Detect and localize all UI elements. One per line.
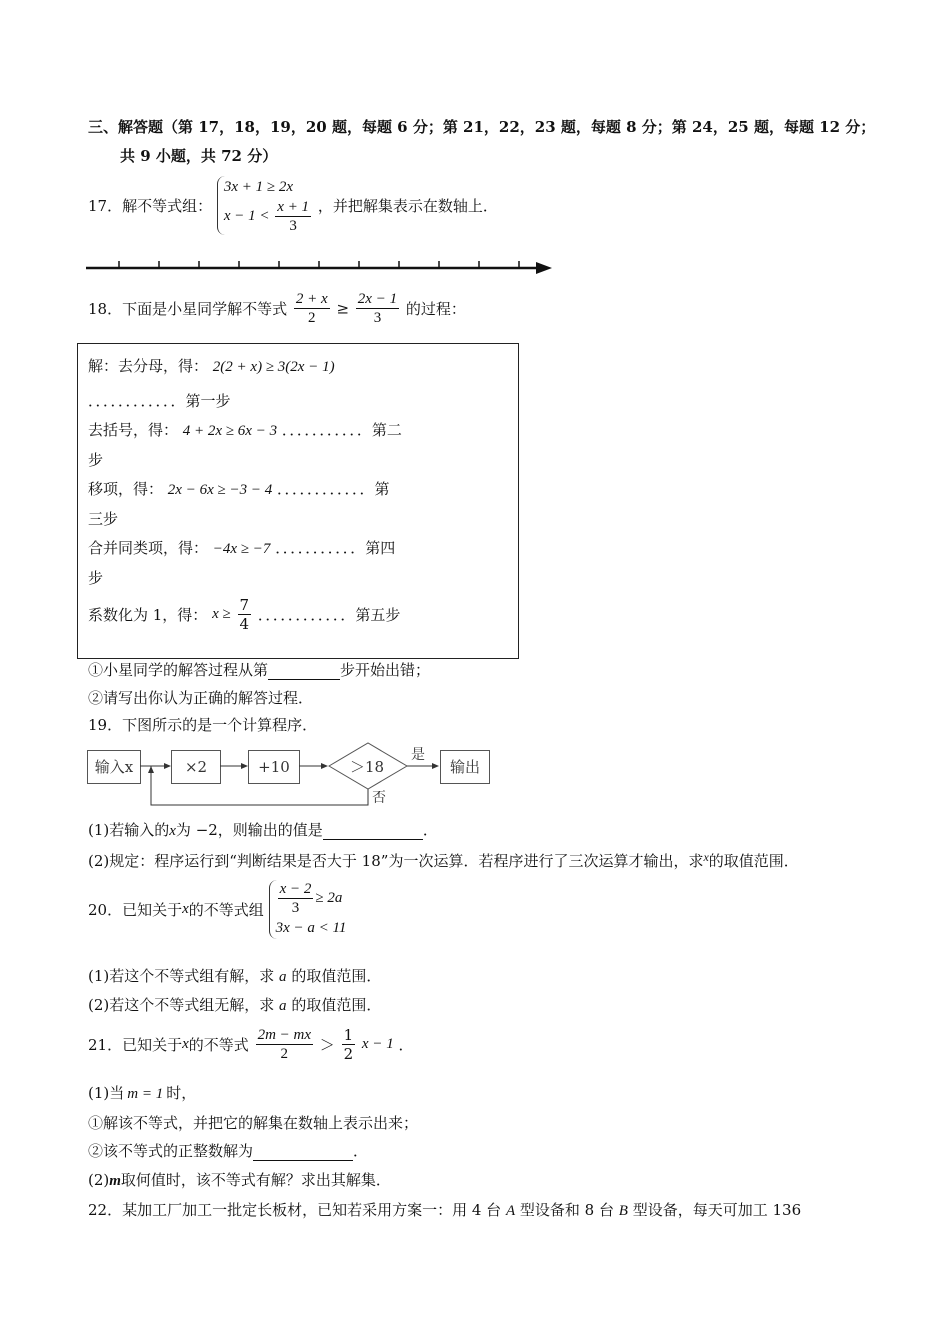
q20-sub2: (2)若这个不等式组无解，求 a 的取值范围． xyxy=(88,996,382,1014)
q19-sub1: (1)若输入的x为 −2，则输出的值是 ． xyxy=(88,821,438,839)
number-line xyxy=(86,258,556,278)
q17-eq2: x − 1 < $\frac{x + 1}{3}$ xyxy=(223,199,310,234)
flow-output-box: 输出 xyxy=(440,750,490,784)
q21-sub1a: ①解该不等式，并把它的解集在数轴上表示出来； xyxy=(88,1114,419,1132)
section-heading-line2: 共 9 小题，共 72 分） xyxy=(120,147,278,165)
question-19: 19．下图所示的是一个计算程序． xyxy=(88,716,318,734)
box-line-9: 系数化为 1，得： x ≥ $\frac{7}{4}$ ．．．．．．．．．．．．第五步 xyxy=(88,596,401,633)
q19-sub2: (2)规定：程序运行到“判断结果是否大于 18”为一次运算．若程序进行了三次运算才输出，求$^x$的取值范围． xyxy=(88,850,799,870)
q17-prefix: 17．解不等式组： xyxy=(88,197,213,215)
question-18: 18．下面是小星同学解不等式 $\frac{2 + x}{2}$ ≥ $\frac{2x - 1}{3}$ 的过程： xyxy=(88,291,466,326)
q20-system: $\frac{x - 2}{3}$ ≥ 2a 3x − a < 11 xyxy=(269,880,347,939)
box-line-2: ．．．．．．．．．．．．第一步 xyxy=(88,392,231,410)
question-22: 22．某加工厂加工一批定长板材，已知若采用方案一：用 4 台 A 型设备和 8 台 B 型设备，每天可加工 136 xyxy=(88,1201,802,1219)
flow-condition-label: ＞18 xyxy=(350,758,385,776)
q21-sub1: (1)当 m = 1 时， xyxy=(88,1084,197,1102)
section-heading-line1: 三、解答题（第 17，18，19，20 题，每题 6 分；第 21，22，23 题，每题 8 分；第 24，25 题，每题 12 分； xyxy=(88,118,876,136)
q17-suffix: ，并把解集表示在数轴上． xyxy=(317,197,498,215)
flow-no-label: 否 xyxy=(372,790,386,806)
q21-sub1b: ②该不等式的正整数解为 ． xyxy=(88,1142,369,1160)
answer-blank[interactable] xyxy=(253,1142,353,1161)
answer-blank[interactable] xyxy=(268,661,340,680)
flow-input-box: 输入x xyxy=(87,750,141,784)
box-line-1: 解：去分母，得： 2(2 + x) ≥ 3(2x − 1) xyxy=(88,357,335,375)
q21-sub2: (2)m取何值时，该不等式有解？求出其解集． xyxy=(88,1171,391,1189)
box-line-7: 合并同类项，得： −4x ≥ −7 ．．．．．．．．．．．第四 xyxy=(88,539,396,557)
box-line-3: 去括号，得： 4 + 2x ≥ 6x − 3 ．．．．．．．．．．．第二 xyxy=(88,421,402,439)
question-20: 20．已知关于x的不等式组 $\frac{x - 2}{3}$ ≥ 2a 3x − a < 11 xyxy=(88,880,346,939)
flow-yes-label: 是 xyxy=(411,747,425,763)
flow-times2-box: ×2 xyxy=(171,750,221,784)
q17-eq1: 3x + 1 ≥ 2x xyxy=(223,179,294,195)
box-line-4: 步 xyxy=(88,451,104,469)
box-line-6: 三步 xyxy=(88,510,119,528)
q20-sub1: (1)若这个不等式组有解，求 a 的取值范围． xyxy=(88,967,382,985)
q18-sub1: ①小星同学的解答过程从第 步开始出错； xyxy=(88,661,431,679)
box-line-5: 移项，得： 2x − 6x ≥ −3 − 4 ．．．．．．．．．．．．第 xyxy=(88,480,390,498)
question-17 xyxy=(88,176,498,235)
flow-plus10-box: +10 xyxy=(248,750,300,784)
answer-blank[interactable] xyxy=(323,821,423,840)
arrow-right-icon xyxy=(536,262,552,274)
q17-system xyxy=(217,176,313,235)
box-line-8: 步 xyxy=(88,569,104,587)
question-21: 21．已知关于x的不等式 $\frac{2m - mx}{2}$ ＞ $\frac{1}{2}$ x − 1 ． xyxy=(88,1026,414,1063)
q18-prefix: 18．下面是小星同学解不等式 xyxy=(88,300,288,318)
q18-suffix: 的过程： xyxy=(405,300,466,318)
q18-sub2: ②请写出你认为正确的解答过程． xyxy=(88,689,314,707)
